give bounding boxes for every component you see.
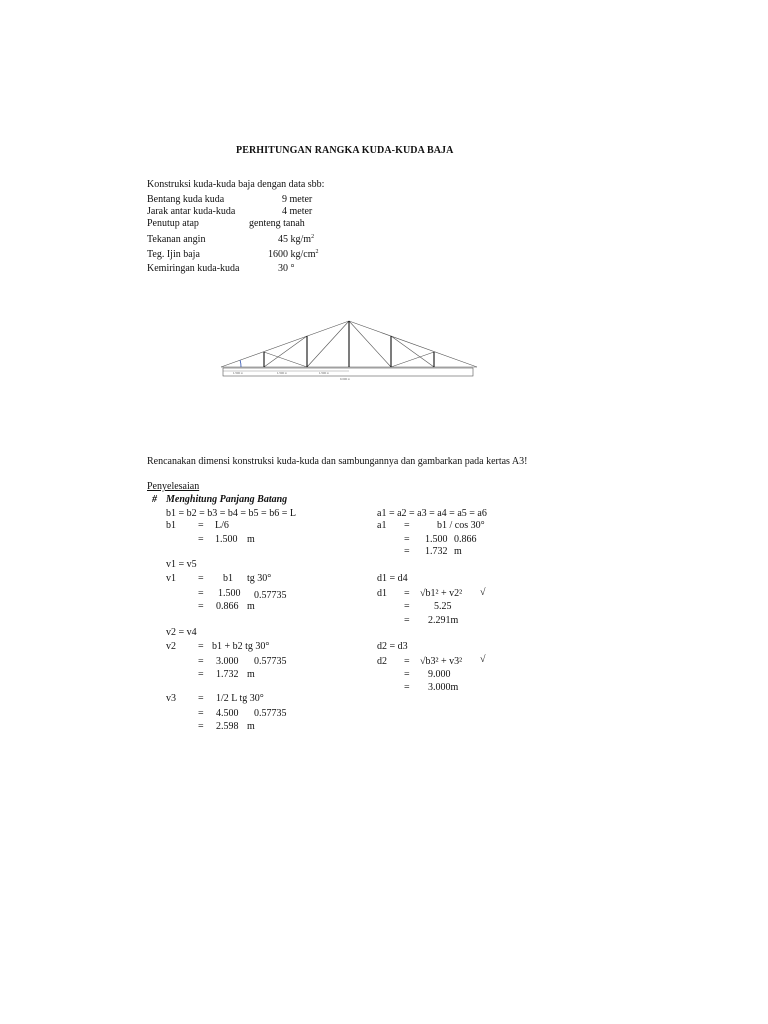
diagonal-extra-right xyxy=(391,352,434,367)
a1-value: 1.732 xyxy=(425,546,448,557)
superscript: 2 xyxy=(311,234,315,240)
kemiringan-label: Kemiringan kuda-kuda xyxy=(147,263,240,274)
equals: = xyxy=(198,573,204,584)
b1-value: 1.500 xyxy=(215,534,238,545)
d2-intermediate: 9.000 xyxy=(428,669,451,680)
check-icon: √ xyxy=(480,654,486,665)
jarak-value: 4 meter xyxy=(282,206,313,217)
a1-factor-b: 0.866 xyxy=(454,534,477,545)
unit: m xyxy=(247,534,255,545)
d2-value-number: 3.000 xyxy=(428,682,451,693)
intro-text: Konstruksi kuda-kuda baja dengan data sbb: xyxy=(147,179,325,190)
equals: = xyxy=(198,721,204,732)
dim-label-2: 1.500 m xyxy=(277,371,288,375)
equals: = xyxy=(198,641,204,652)
equals: = xyxy=(198,656,204,667)
equals: = xyxy=(198,588,204,599)
equals: = xyxy=(404,588,410,599)
d1-value xyxy=(428,616,458,626)
equals: = xyxy=(198,708,204,719)
tekanan-label: Tekanan angin xyxy=(147,234,206,245)
v3-symbol: v3 xyxy=(166,693,176,704)
jarak-label: Jarak antar kuda-kuda xyxy=(147,206,236,217)
equals: = xyxy=(404,546,410,557)
v2-symbol: v2 xyxy=(166,641,176,652)
dim-label-3: 1.500 m xyxy=(319,371,330,375)
dim-label-total: 9.000 m xyxy=(340,377,351,381)
solution-subheading: Menghitung Panjang Batang xyxy=(166,494,288,505)
v3-value: 2.598 xyxy=(216,721,239,732)
v1-equality: v1 = v5 xyxy=(166,559,197,570)
d2-value xyxy=(428,683,458,693)
unit: m xyxy=(247,601,255,612)
v1-symbol: v1 xyxy=(166,573,176,584)
v2-factor-b: 0.57735 xyxy=(254,656,287,667)
a1-factor-a: 1.500 xyxy=(425,534,448,545)
equals: = xyxy=(404,656,410,667)
equals: = xyxy=(198,534,204,545)
penutup-label: Penutup atap xyxy=(147,218,199,229)
unit: m xyxy=(450,682,459,693)
v3-factor-a: 4.500 xyxy=(216,708,239,719)
unit: m xyxy=(247,669,255,680)
d2-equality: d2 = d3 xyxy=(377,641,408,652)
unit: m xyxy=(450,615,459,626)
d1-equality: d1 = d4 xyxy=(377,573,408,584)
diagonal-d1 xyxy=(264,336,307,367)
v3-factor-b: 0.57735 xyxy=(254,708,287,719)
d1-expression: √b1² + v2² xyxy=(420,588,463,599)
solution-heading: Penyelesaian xyxy=(147,481,200,492)
check-icon: √ xyxy=(480,587,486,598)
v2-equality: v2 = v4 xyxy=(166,627,197,638)
v2-expression: b1 + b2 tg 30° xyxy=(212,641,270,652)
tekanan-value xyxy=(278,235,314,245)
d1-symbol: d1 xyxy=(377,588,387,599)
equals: = xyxy=(404,682,410,693)
v1-value: 0.866 xyxy=(216,601,239,612)
top-chord-right xyxy=(349,321,477,367)
v1-factor-a: 1.500 xyxy=(218,588,241,599)
diagonal-d2 xyxy=(307,321,349,367)
page-title: PERHITUNGAN RANGKA KUDA-KUDA BAJA xyxy=(236,145,454,156)
truss-diagram xyxy=(215,316,485,382)
v2-factor-a: 3.000 xyxy=(216,656,239,667)
tegangan-value xyxy=(268,250,319,260)
equals: = xyxy=(404,601,410,612)
hash-mark: # xyxy=(152,494,157,505)
dim-label-1: 1.500 m xyxy=(233,371,244,375)
tegangan-value-text: 1600 kg/cm xyxy=(268,249,316,260)
equals: = xyxy=(198,601,204,612)
b1-reference: b1 xyxy=(223,573,233,584)
beam-rectangle xyxy=(223,368,473,376)
unit: m xyxy=(247,721,255,732)
diagonal-d3 xyxy=(349,321,391,367)
a-equality: a1 = a2 = a3 = a4 = a5 = a6 xyxy=(377,508,487,519)
bentang-value: 9 meter xyxy=(282,194,313,205)
tekanan-value-text: 45 kg/m xyxy=(278,234,312,245)
equals: = xyxy=(198,520,204,531)
d1-value-number: 2.291 xyxy=(428,615,451,626)
v3-expression: 1/2 L tg 30° xyxy=(216,693,264,704)
tg30: tg 30° xyxy=(247,573,272,584)
a1-expression: b1 / cos 30° xyxy=(437,520,485,531)
equals: = xyxy=(404,615,410,626)
penutup-value: genteng tanah xyxy=(249,218,305,229)
bentang-label: Bentang kuda kuda xyxy=(147,194,225,205)
equals: = xyxy=(404,669,410,680)
angle-marker xyxy=(240,360,241,367)
d1-intermediate: 5.25 xyxy=(434,601,452,612)
equals: = xyxy=(198,693,204,704)
b1-symbol: b1 xyxy=(166,520,176,531)
v2-value: 1.732 xyxy=(216,669,239,680)
equals: = xyxy=(198,669,204,680)
b1-expression: L/6 xyxy=(215,520,229,531)
diagonal-extra-left xyxy=(264,352,307,367)
superscript: 2 xyxy=(315,249,319,255)
unit: m xyxy=(454,546,462,557)
b-equality: b1 = b2 = b3 = b4 = b5 = b6 = L xyxy=(166,508,296,519)
d2-symbol: d2 xyxy=(377,656,387,667)
kemiringan-value: 30 ° xyxy=(278,263,295,274)
diagonal-d4 xyxy=(391,336,434,367)
d2-expression: √b3² + v3² xyxy=(420,656,463,667)
equals: = xyxy=(404,534,410,545)
a1-symbol: a1 xyxy=(377,520,387,531)
equals: = xyxy=(404,520,410,531)
v1-factor-b: 0.57735 xyxy=(254,590,287,601)
tegangan-label: Teg. Ijin baja xyxy=(147,249,200,260)
instruction-text: Rencanakan dimensi konstruksi kuda-kuda dan sambungannya dan gambarkan pada kertas A3! xyxy=(147,456,528,467)
